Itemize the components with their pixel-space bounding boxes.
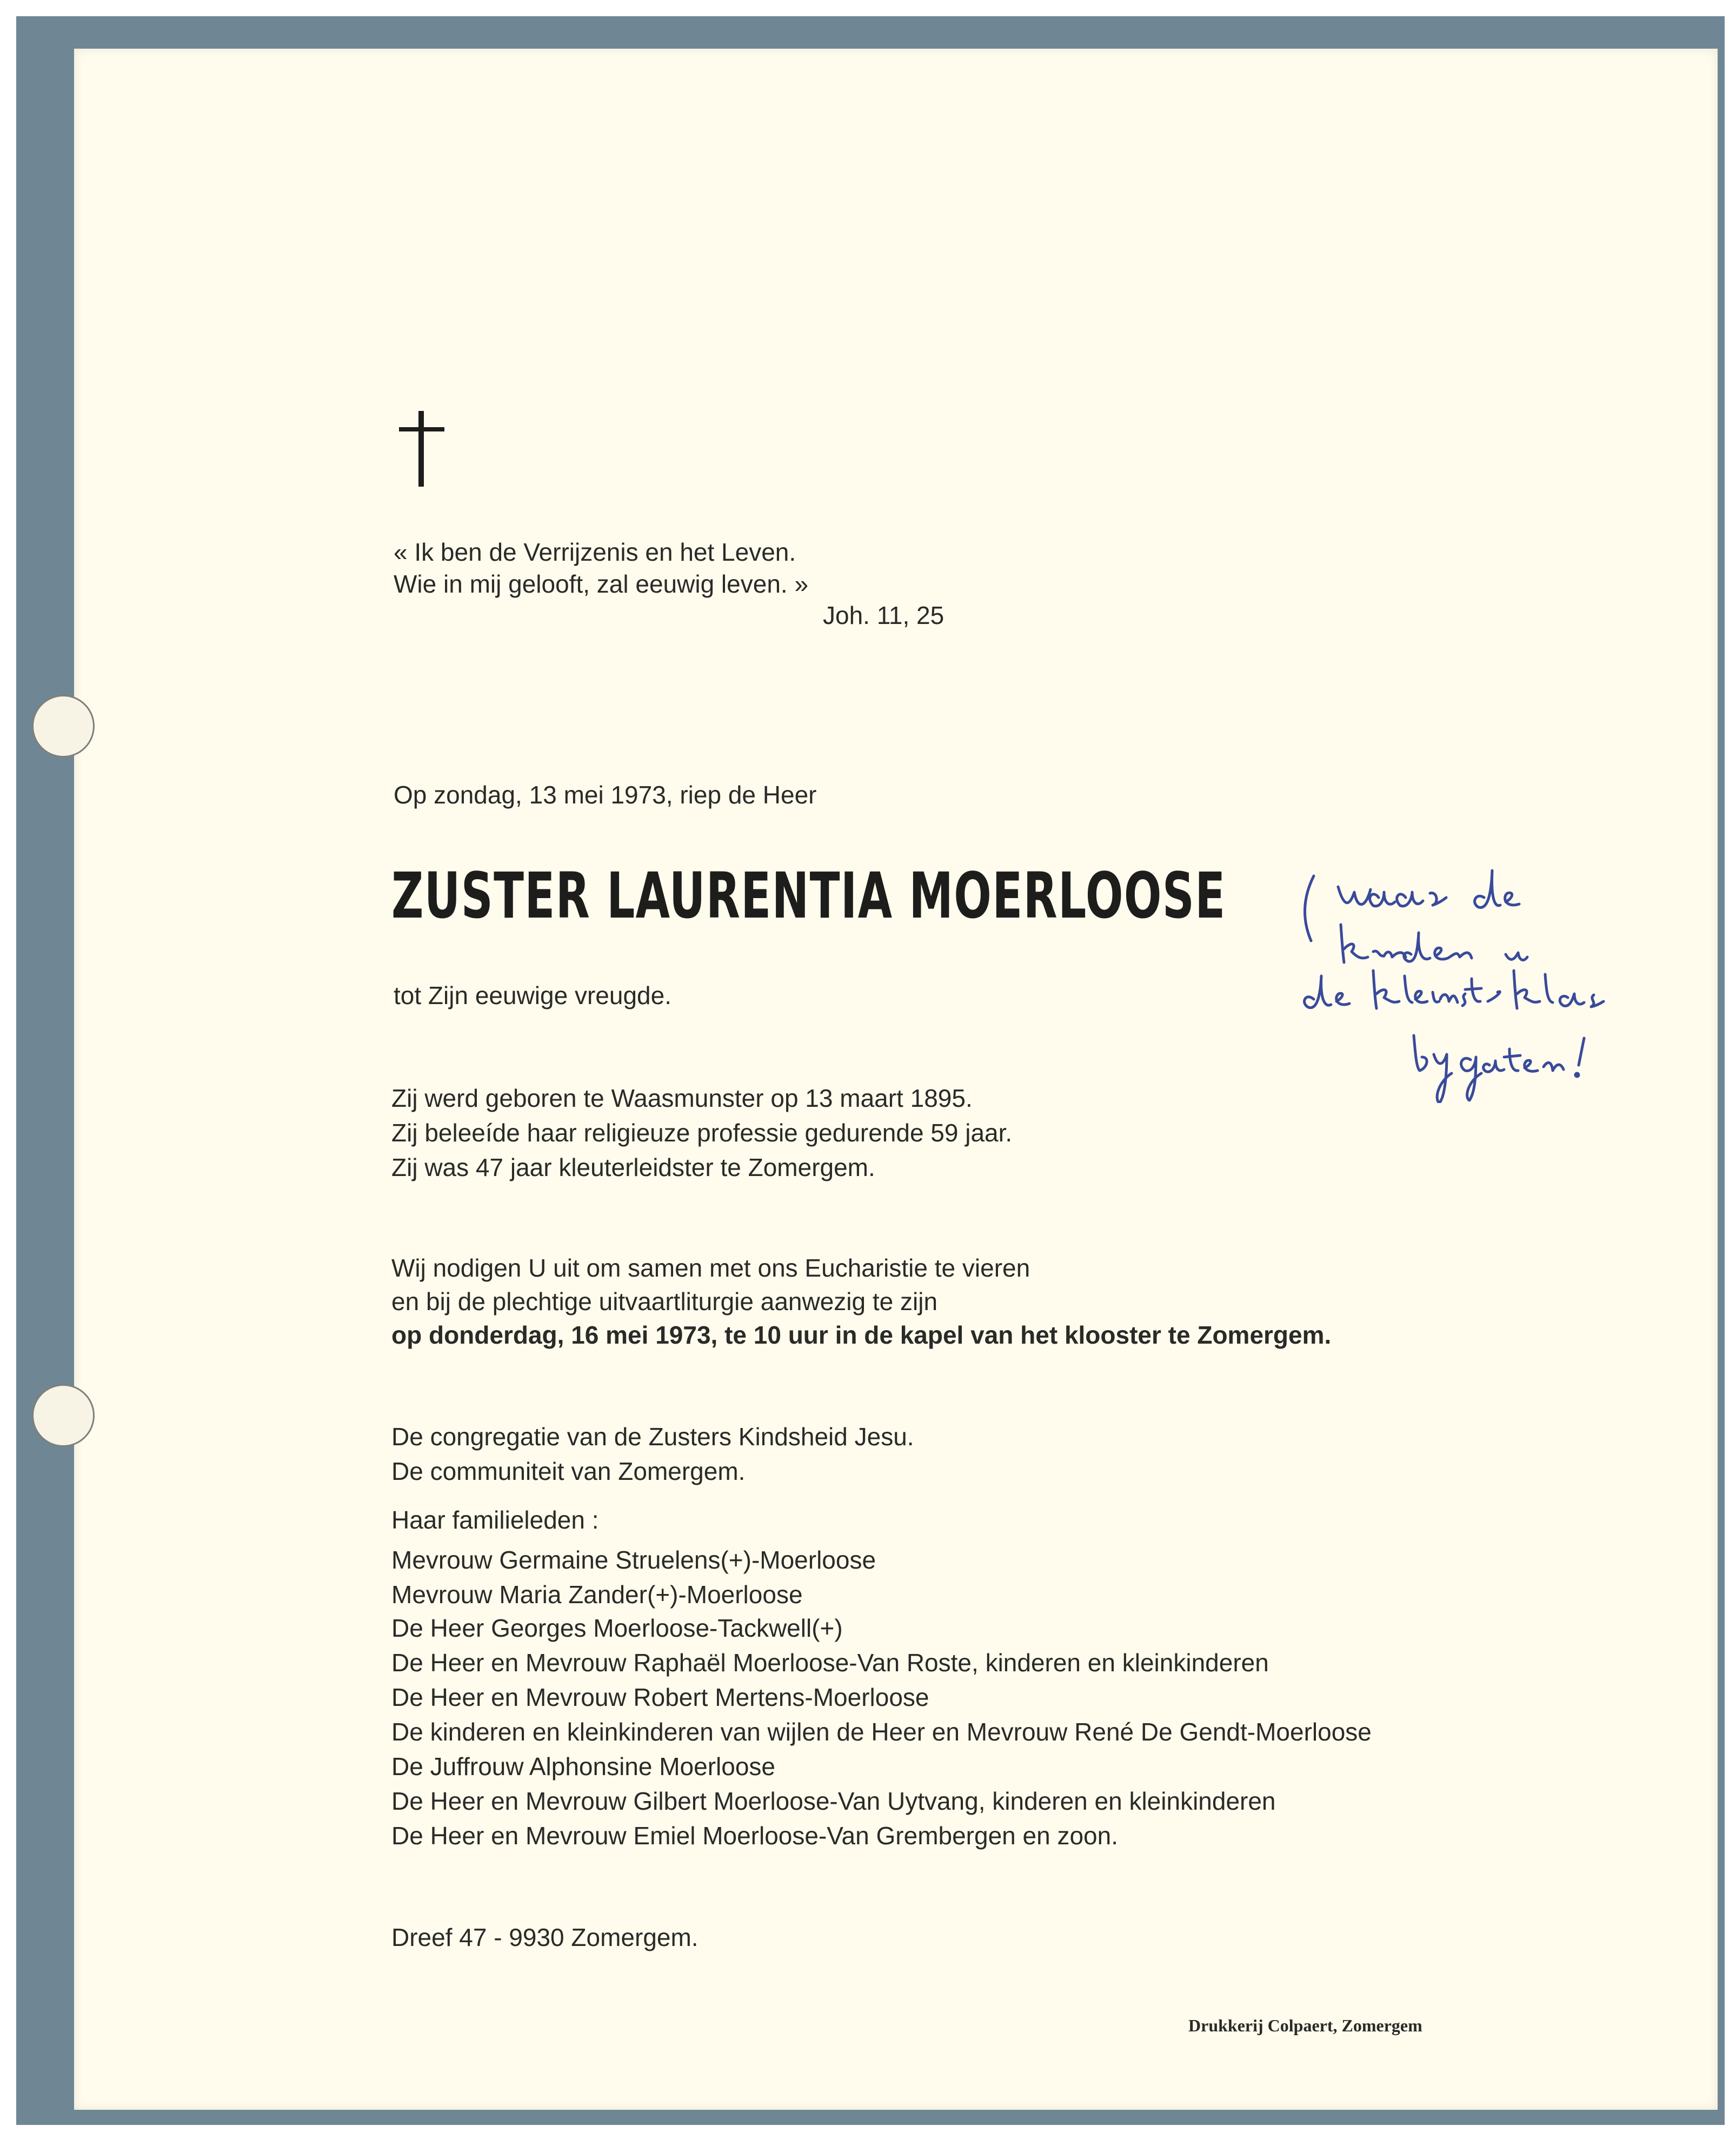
family-member: Mevrouw Germaine Struelens(+)-Moerloose xyxy=(391,1546,876,1574)
address: Dreef 47 - 9930 Zomergem. xyxy=(391,1923,699,1951)
quote-line-2: Wie in mij gelooft, zal eeuwig leven. » xyxy=(394,570,809,598)
punch-hole-bottom xyxy=(32,1384,95,1447)
quote-reference: Joh. 11, 25 xyxy=(823,601,945,629)
cross-icon xyxy=(395,411,449,487)
bio-line-1: Zij werd geboren te Waasmunster op 13 maart 1895. xyxy=(391,1084,973,1112)
bio-line-2: Zij beleeíde haar religieuze professie gedurende 59 jaar. xyxy=(391,1119,1013,1147)
eternal-joy-line: tot Zijn eeuwige vreugde. xyxy=(394,981,671,1009)
bio-line-3: Zij was 47 jaar kleuterleidster te Zomergem. xyxy=(391,1153,875,1181)
family-member: De Heer en Mevrouw Robert Mertens-Moerloose xyxy=(391,1683,929,1711)
family-member: De kinderen en kleinkinderen van wijlen de Heer en Mevrouw René De Gendt-Moerloose xyxy=(391,1718,1372,1746)
handwritten-note xyxy=(1298,860,1644,1103)
punch-hole-top xyxy=(32,695,95,758)
family-member: De Heer en Mevrouw Emiel Moerloose-Van Grembergen en zoon. xyxy=(391,1822,1118,1850)
family-member: De Juffrouw Alphonsine Moerloose xyxy=(391,1752,776,1781)
deceased-name: ZUSTER LAURENTIA MOERLOOSE xyxy=(391,859,1226,933)
announcement: Op zondag, 13 mei 1973, riep de Heer xyxy=(394,781,817,809)
printer-credit: Drukkerij Colpaert, Zomergem xyxy=(1188,2016,1422,2035)
congregation-line-2: De communiteit van Zomergem. xyxy=(391,1457,746,1485)
family-member: De Heer en Mevrouw Raphaël Moerloose-Van Roste, kinderen en kleinkinderen xyxy=(391,1649,1269,1677)
invitation-line-2: en bij de plechtige uitvaartliturgie aanwezig te zijn xyxy=(391,1287,938,1316)
family-heading: Haar familieleden : xyxy=(391,1506,599,1534)
family-member: De Heer Georges Moerloose-Tackwell(+) xyxy=(391,1614,843,1642)
family-member: Mevrouw Maria Zander(+)-Moerloose xyxy=(391,1580,803,1609)
family-member: De Heer en Mevrouw Gilbert Moerloose-Van Uytvang, kinderen en kleinkinderen xyxy=(391,1787,1276,1815)
quote-line-1: « Ik ben de Verrijzenis en het Leven. xyxy=(394,538,796,566)
invitation-line-1: Wij nodigen U uit om samen met ons Eucharistie te vieren xyxy=(391,1254,1030,1282)
funeral-date-line: op donderdag, 16 mei 1973, te 10 uur in de kapel van het klooster te Zomergem. xyxy=(391,1321,1332,1349)
congregation-line-1: De congregatie van de Zusters Kindsheid Jesu. xyxy=(391,1423,914,1451)
